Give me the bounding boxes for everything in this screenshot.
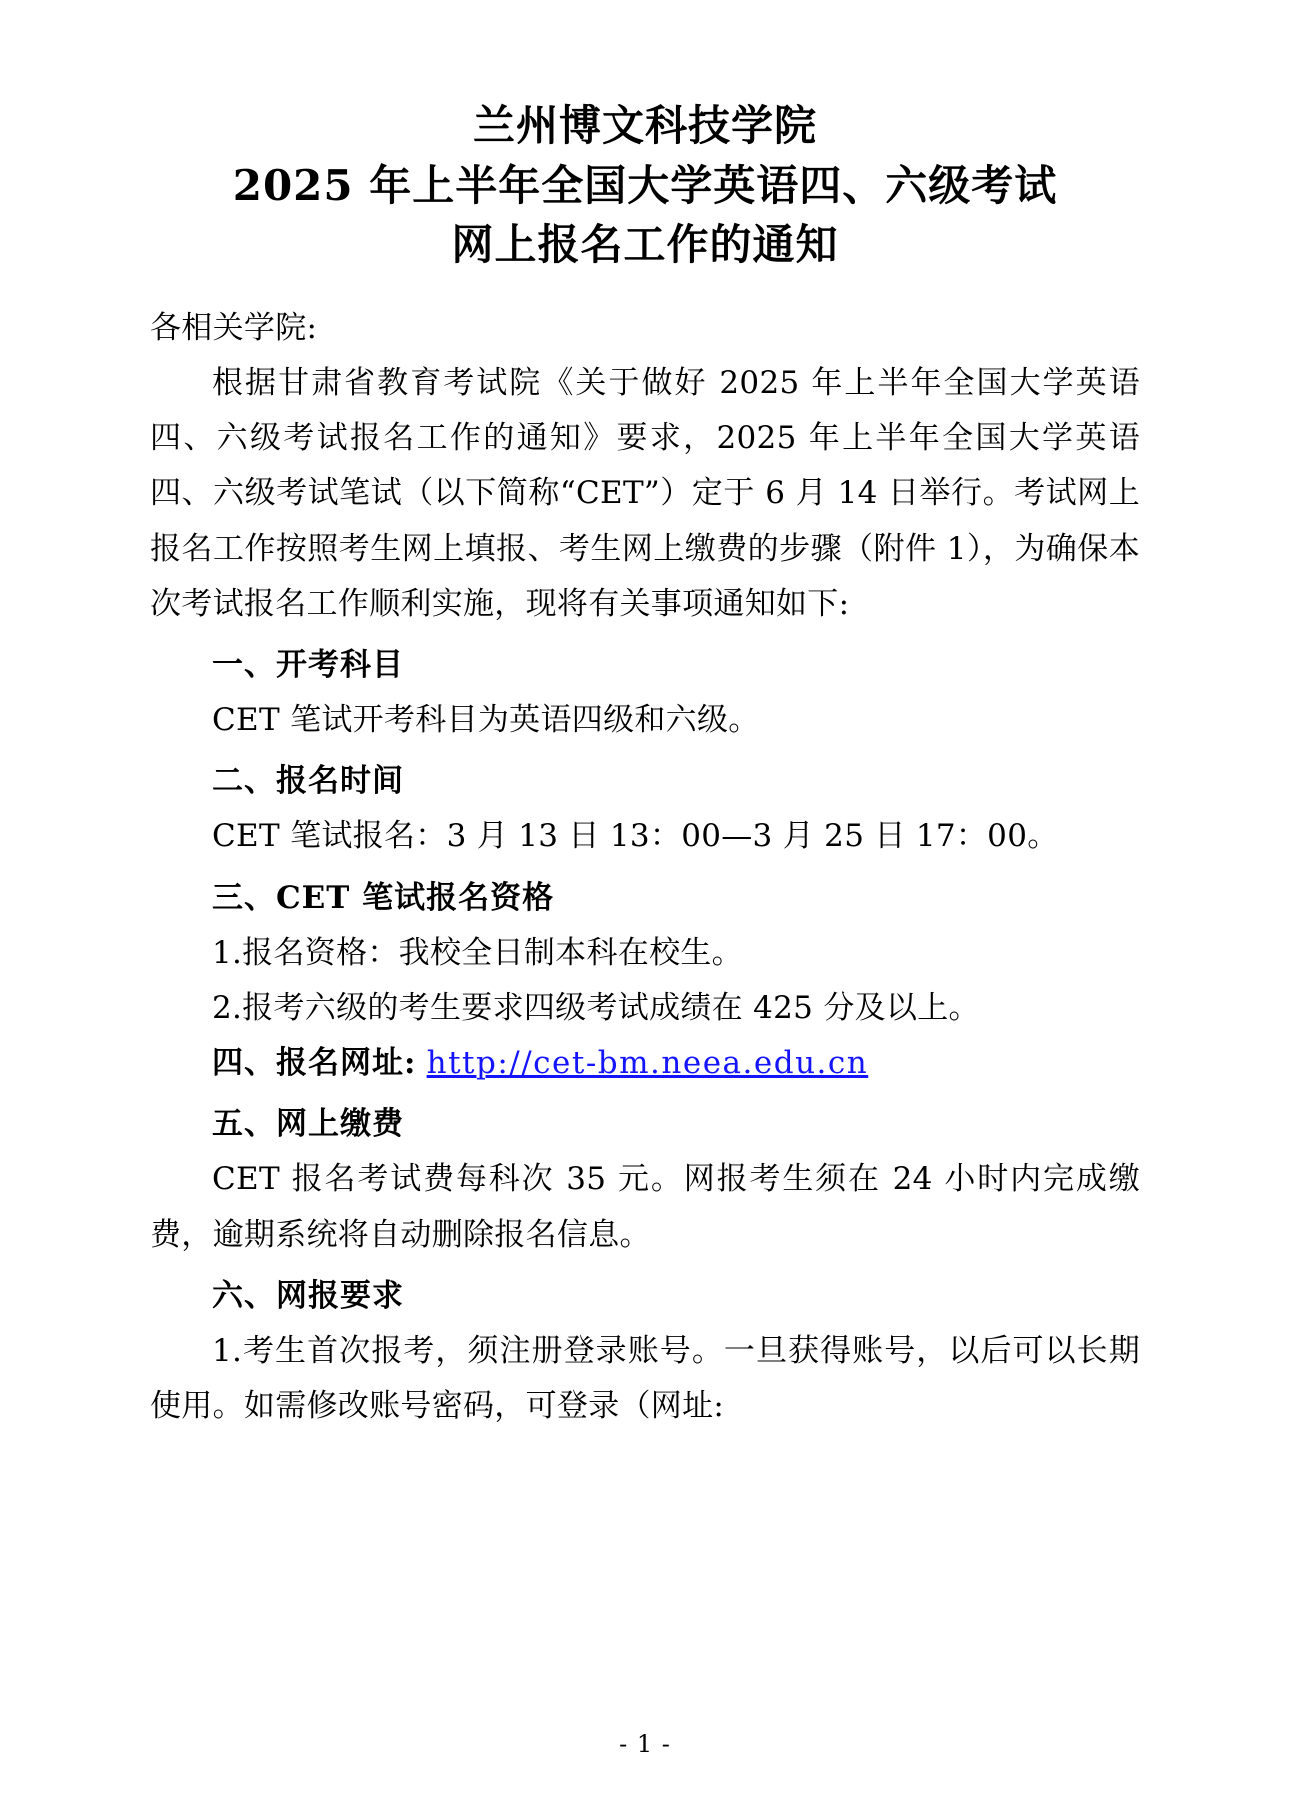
section-heading-6: 六、网报要求	[212, 1277, 404, 1314]
document-body	[150, 301, 1140, 1434]
section-heading-5: 五、网上缴费	[212, 1106, 404, 1143]
section-heading-4-line	[150, 1036, 1140, 1091]
salutation: 各相关学院:	[150, 309, 318, 346]
section-heading-2: 二、报名时间	[212, 763, 404, 800]
section-heading-4-suffix: :	[404, 1045, 417, 1082]
title-line-1: 兰州博文科技学院	[472, 101, 817, 150]
section-heading-3: 三、CET 笔试报名资格	[212, 879, 555, 916]
section-5-line-1: CET 报名考试费每科次 35 元。网报考生须在 24 小时内完成缴费，逾期系统将自动删除报名信息。	[150, 1161, 1140, 1253]
section-3-line-1: 1.报名资格：我校全日制本科在校生。	[212, 934, 743, 971]
section-1-line-1: CET 笔试开考科目为英语四级和六级。	[212, 702, 760, 739]
section-6-line-1: 1.考生首次报考，须注册登录账号。一旦获得账号，以后可以长期使用。如需修改账号密码，可登录（网址:	[150, 1332, 1140, 1425]
title-line-2: 2025 年上半年全国大学英语四、六级考试	[232, 160, 1058, 210]
registration-url-link[interactable]: http://cet-bm.neea.edu.cn	[426, 1045, 869, 1082]
section-2-line-1: CET 笔试报名：3 月 13 日 13：00—3 月 25 日 17：00。	[212, 818, 1059, 855]
section-heading-4: 四、报名网址	[212, 1045, 404, 1082]
section-heading-1: 一、开考科目	[212, 646, 404, 683]
section-3-line-2: 2.报考六级的考生要求四级考试成绩在 425 分及以上。	[212, 989, 980, 1026]
page-number: - 1 -	[619, 1730, 671, 1758]
page-title	[150, 96, 1140, 275]
intro-paragraph: 根据甘肃省教育考试院《关于做好 2025 年上半年全国大学英语四、六级考试报名工作的通知》要求，2025 年上半年全国大学英语四、六级考试笔试（以下简称“CET”）定于 6 月 14 日举行。考试网上报名工作按照考生网上填报、考生网上缴费的步骤（附件 1），为确保本次考试报名工作顺利实施，现将有关事项通知如下:	[150, 365, 1140, 622]
title-line-3: 网上报名工作的通知	[451, 220, 839, 270]
